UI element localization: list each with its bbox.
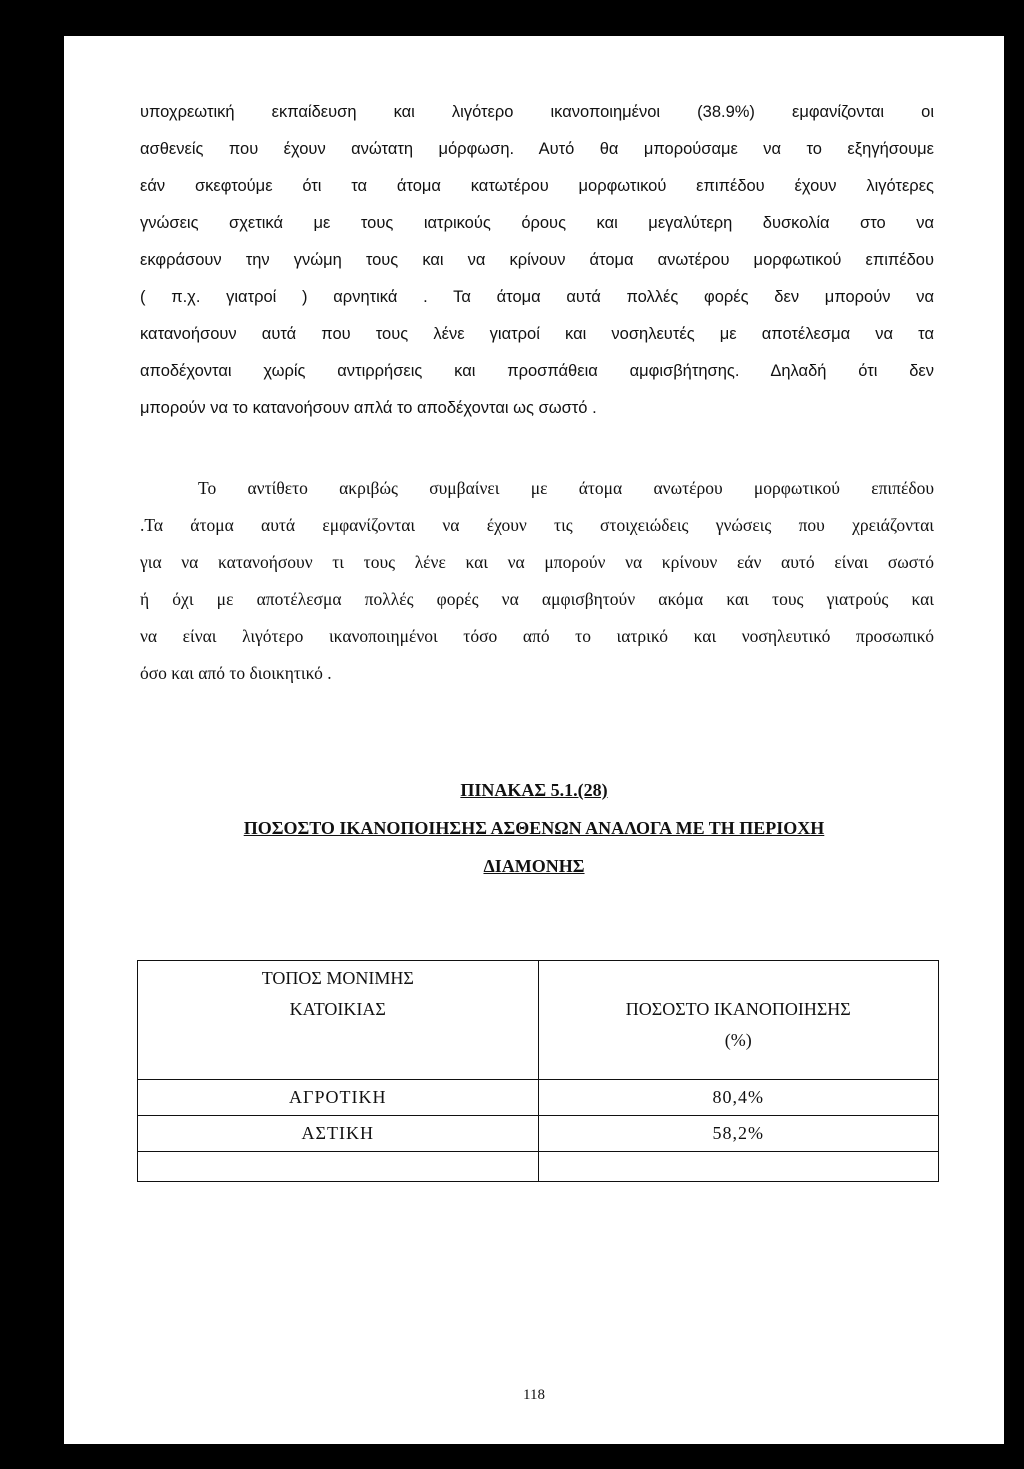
percent-cell: 58,2% [538,1116,939,1152]
paragraph-line: όσο και από το διοικητικό . [140,663,332,683]
header-text: ΤΟΠΟΣ ΜΟΝΙΜΗΣ [261,968,414,988]
percent-cell: 80,4% [538,1080,939,1116]
empty-cell [538,1152,939,1182]
paragraph-line: ( π.χ. γιατροί ) αρνητικά . Τα άτομα αυτά πολλές φορές δεν μπορούν να [140,288,934,306]
paragraph-line: Το αντίθετο ακριβώς συμβαίνει με άτομα ανωτέρου μορφωτικού επιπέδου [198,478,934,498]
paragraph-1 [140,94,934,427]
paragraph-line: εάν σκεφτούμε ότι τα άτομα κατωτέρου μορφωτικού επιπέδου έχουν λιγότερες [140,177,934,195]
empty-cell [138,1152,539,1182]
table-label: ΠΙΝΑΚΑΣ 5.1.(28) [460,780,608,800]
paragraph-line: κατανοήσουν αυτά που τους λένε γιατροί και νοσηλευτές με αποτέλεσμα να τα [140,325,934,343]
paragraph-line: για να κατανοήσουν τι τους λένε και να μπορούν να κρίνουν εάν αυτό είναι σωστό [140,552,934,572]
paragraph-line: υποχρεωτική εκπαίδευση και λιγότερο ικανοποιημένοι (38.9%) εμφανίζονται οι [140,103,934,121]
paragraph-line: να είναι λιγότερο ικανοποιημένοι τόσο από το ιατρικό και νοσηλευτικό προσωπικό [140,626,934,646]
paragraph-2 [140,470,934,692]
table-row [138,1080,939,1116]
header-text: (%) [724,1030,752,1050]
table-row [138,1116,939,1152]
page-number: 118 [523,1387,545,1403]
header-cell-residence [138,961,539,1080]
document-page [64,36,1004,1444]
paragraph-line: γνώσεις σχετικά με τους ιατρικούς όρους και μεγαλύτερη δυσκολία στο να [140,214,934,232]
paragraph-line: εκφράσουν την γνώμη τους και να κρίνουν άτομα ανωτέρου μορφωτικού επιπέδου [140,251,934,269]
table-title-continued: ΔΙΑΜΟΝΗΣ [483,856,585,876]
paragraph-line: ή όχι με αποτέλεσμα πολλές φορές να αμφισβητούν ακόμα και τους γιατρούς και [140,589,934,609]
area-cell: ΑΣΤΙΚΗ [138,1116,539,1152]
table-row-empty [138,1152,939,1182]
area-cell: ΑΓΡΟΤΙΚΗ [138,1080,539,1116]
header-cell-percentage [538,961,939,1080]
table-title: ΠΟΣΟΣΤΟ ΙΚΑΝΟΠΟΙΗΣΗΣ ΑΣΘΕΝΩΝ ΑΝΑΛΟΓΑ ΜΕ ΤΗ ΠΕΡΙΟΧΗ [243,818,825,838]
paragraph-line: μπορούν να το κατανοήσουν απλά το αποδέχονται ως σωστό . [140,399,597,417]
header-text: ΠΟΣΟΣΤΟ ΙΚΑΝΟΠΟΙΗΣΗΣ [625,999,851,1019]
table-header-row [138,961,939,1080]
paragraph-line: .Τα άτομα αυτά εμφανίζονται να έχουν τις στοιχειώδεις γνώσεις που χρειάζονται [140,515,934,535]
paragraph-line: ασθενείς που έχουν ανώτατη μόρφωση. Αυτό θα μπορούσαμε να το εξηγήσουμε [140,140,934,158]
satisfaction-table [137,960,939,1182]
paragraph-line: αποδέχονται χωρίς αντιρρήσεις και προσπάθεια αμφισβήτησης. Δηλαδή ότι δεν [140,362,934,380]
header-text: ΚΑΤΟΙΚΙΑΣ [289,999,386,1019]
